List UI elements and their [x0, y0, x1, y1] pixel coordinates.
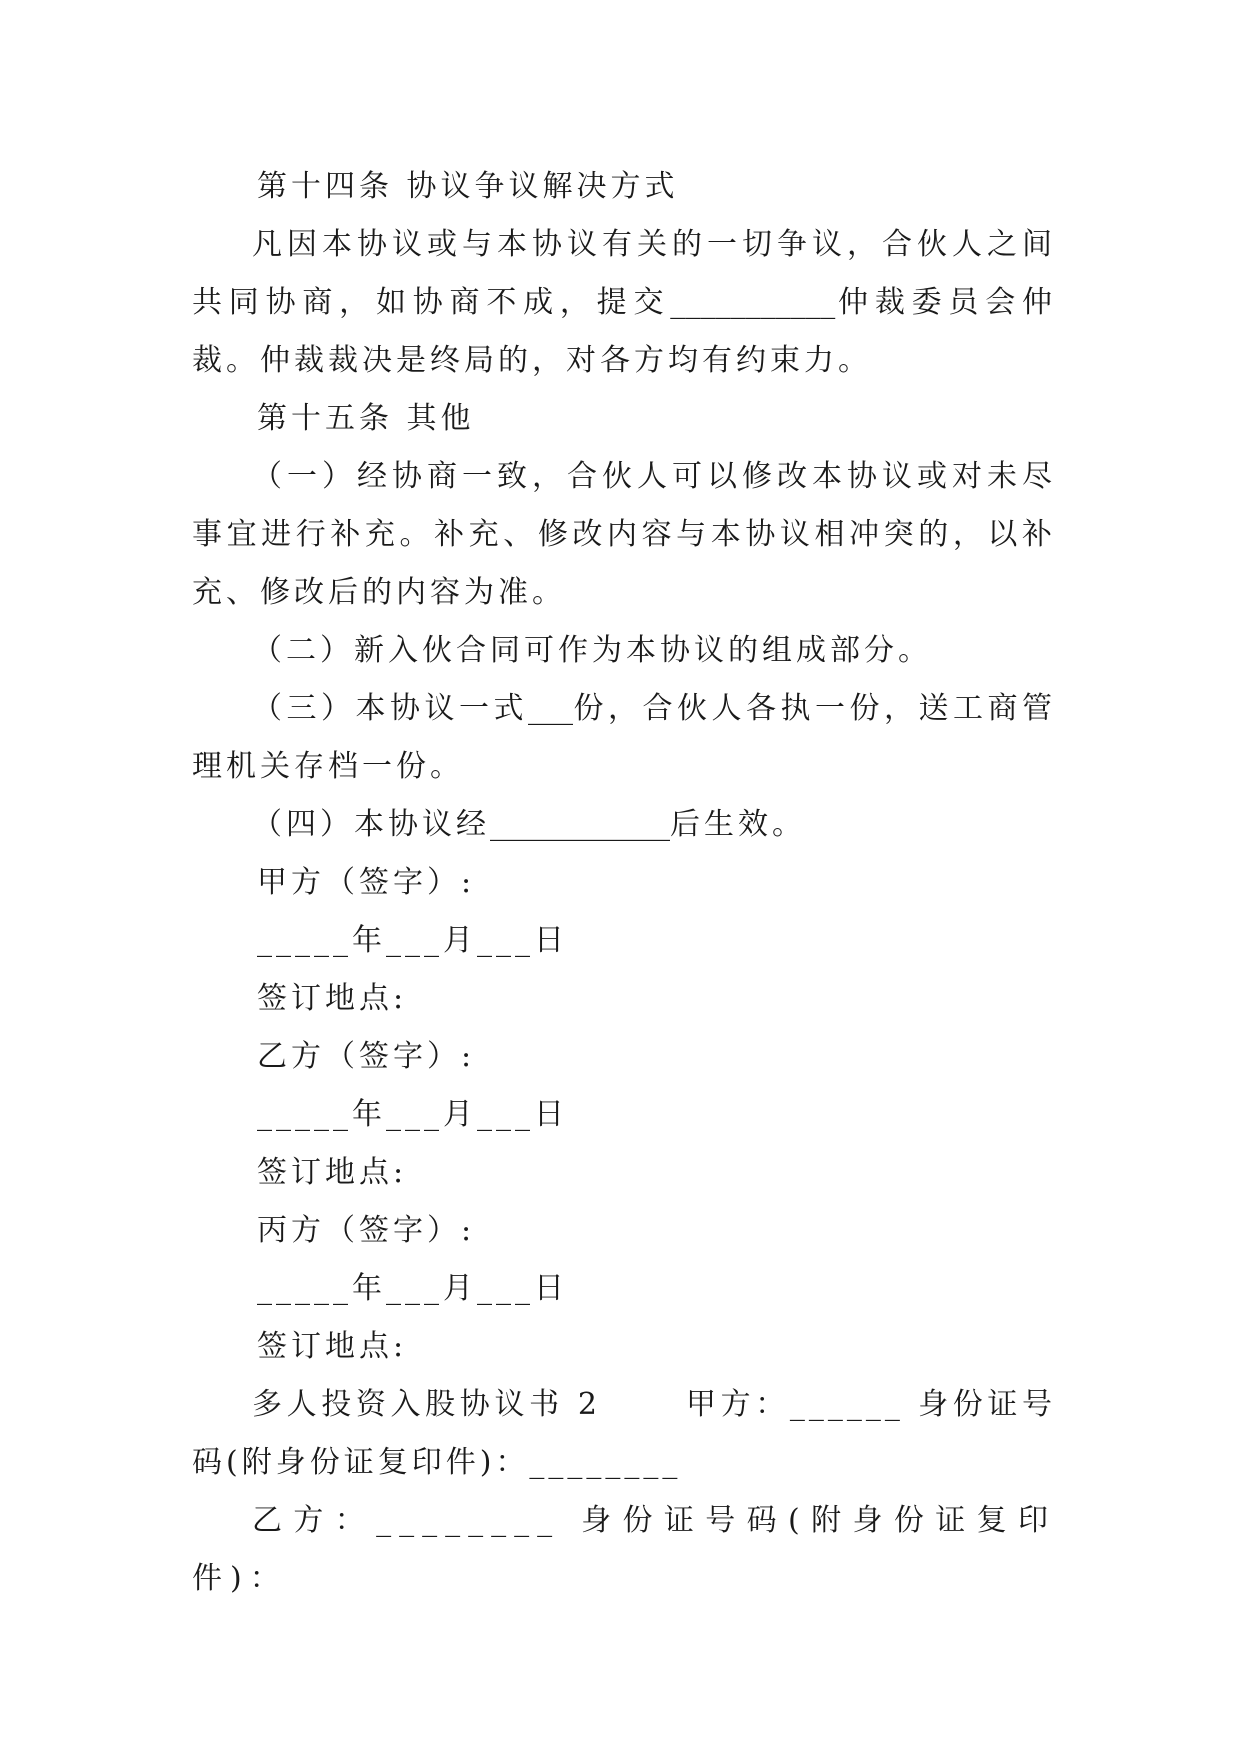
item-3-text-a: （三）本协议一式	[252, 691, 528, 726]
agreement-2-party-b: 乙方：________ 身份证号码(附身份证复印件)：	[192, 1503, 1056, 1596]
article-14-text-2: 仲裁委员会仲裁。仲裁裁决是终局的，对各方均有约束力。	[192, 285, 1057, 378]
item-3-text-b: 份，合伙人各执一份，送工商管理机关存档一份。	[192, 691, 1056, 784]
effective-blank: ____________	[490, 807, 670, 842]
item-4-text-b: 后生效。	[670, 807, 806, 842]
copies-blank: ___	[528, 691, 573, 726]
agreement-2-heading	[192, 1376, 1056, 1492]
article-14-text-1: 凡因本协议或与本协议有关的一切争议，合伙人之间共同协商，如协商不成，提交	[192, 227, 1056, 320]
party-c-sign-place: 签订地点:	[257, 1329, 408, 1364]
party-a-signature: 甲方（签字）:	[257, 865, 476, 900]
party-a-date: _____年___月___日	[257, 923, 568, 958]
party-b-date: _____年___月___日	[257, 1097, 568, 1132]
party-a-sign-place: 签订地点:	[257, 981, 408, 1016]
document-page	[192, 158, 1056, 1608]
agreement-2-party-a: 甲方：______ 身份证号码(附身份证复印件)：________	[192, 1387, 1056, 1480]
agreement-2-title: 多人投资入股协议书 2	[252, 1387, 601, 1422]
article-15-item-2: （二）新入伙合同可作为本协议的组成部分。	[252, 633, 932, 668]
article-14-body	[192, 216, 1056, 390]
article-14-title: 第十四条 协议争议解决方式	[257, 169, 679, 204]
article-15-item-1: （一）经协商一致，合伙人可以修改本协议或对未尽事宜进行补充。补充、修改内容与本协议相冲突的，以补充、修改后的内容为准。	[192, 459, 1056, 610]
arbitration-blank: ___________	[670, 285, 836, 320]
party-b-sign-place: 签订地点:	[257, 1155, 408, 1190]
article-15-item-4	[192, 796, 1056, 854]
article-15-item-3	[192, 680, 1056, 796]
article-15-title: 第十五条 其他	[257, 401, 475, 436]
party-c-signature: 丙方（签字）:	[257, 1213, 476, 1248]
party-c-date: _____年___月___日	[257, 1271, 568, 1306]
item-4-text-a: （四）本协议经	[252, 807, 490, 842]
party-b-signature: 乙方（签字）:	[257, 1039, 476, 1074]
